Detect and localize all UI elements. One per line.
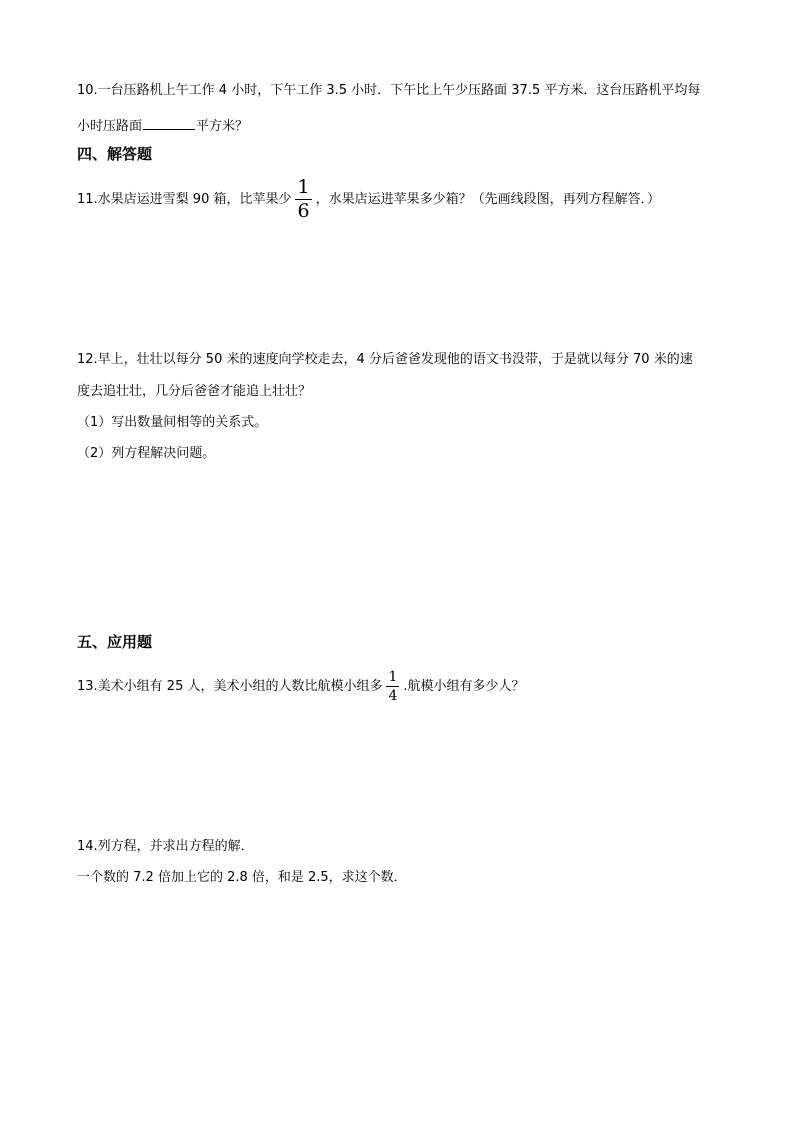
fraction-numerator: 1 — [388, 669, 398, 685]
answer-blank[interactable] — [143, 116, 195, 130]
section-heading-5: 五、应用题 — [77, 633, 153, 651]
question-13-text-before-fraction: 13.美术小组有 25 人，美术小组的人数比航模小组多 — [77, 679, 383, 694]
question-11 — [77, 178, 660, 221]
question-12-line-1: 12.早上，壮壮以每分 50 米的速度向学校走去，4 分后爸爸发现他的语文书没带，于是就以每分 70 米的速 — [77, 352, 693, 367]
fraction-denominator: 6 — [297, 200, 310, 222]
question-12-sub-1: （1）写出数量间相等的关系式。 — [77, 415, 268, 430]
question-13 — [77, 670, 525, 704]
question-10-line-2 — [77, 116, 248, 136]
question-13-text-after-fraction: .航模小组有多少人？ — [403, 679, 525, 694]
question-14-line-1: 14.列方程，并求出方程的解． — [77, 839, 254, 854]
fraction-one-sixth — [295, 178, 311, 221]
question-12-sub-2: （2）列方程解决问题。 — [77, 446, 216, 461]
fraction-bar — [386, 686, 399, 687]
fraction-one-quarter — [386, 670, 399, 703]
question-11-text-after-fraction: ，水果店运进苹果多少箱？（先画线段图，再列方程解答．） — [315, 192, 661, 207]
question-11-text-before-fraction: 11.水果店运进雪梨 90 箱，比苹果少 — [77, 192, 292, 207]
question-10-line-1: 10.一台压路机上午工作 4 小时，下午工作 3.5 小时．下午比上午少压路面 37.5 平方米．这台压路机平均每 — [77, 83, 701, 98]
fraction-numerator: 1 — [297, 176, 310, 198]
question-12-line-2: 度去追壮壮，几分后爸爸才能追上壮壮？ — [77, 384, 312, 399]
question-10-text-before-blank: 小时压路面 — [77, 119, 143, 134]
question-14-line-2: 一个数的 7.2 倍加上它的 2.8 倍，和是 2.5，求这个数． — [77, 870, 407, 885]
question-10-text-after-blank: 平方米？ — [196, 119, 249, 134]
section-heading-4: 四、解答题 — [77, 145, 153, 163]
fraction-denominator: 4 — [388, 688, 398, 704]
